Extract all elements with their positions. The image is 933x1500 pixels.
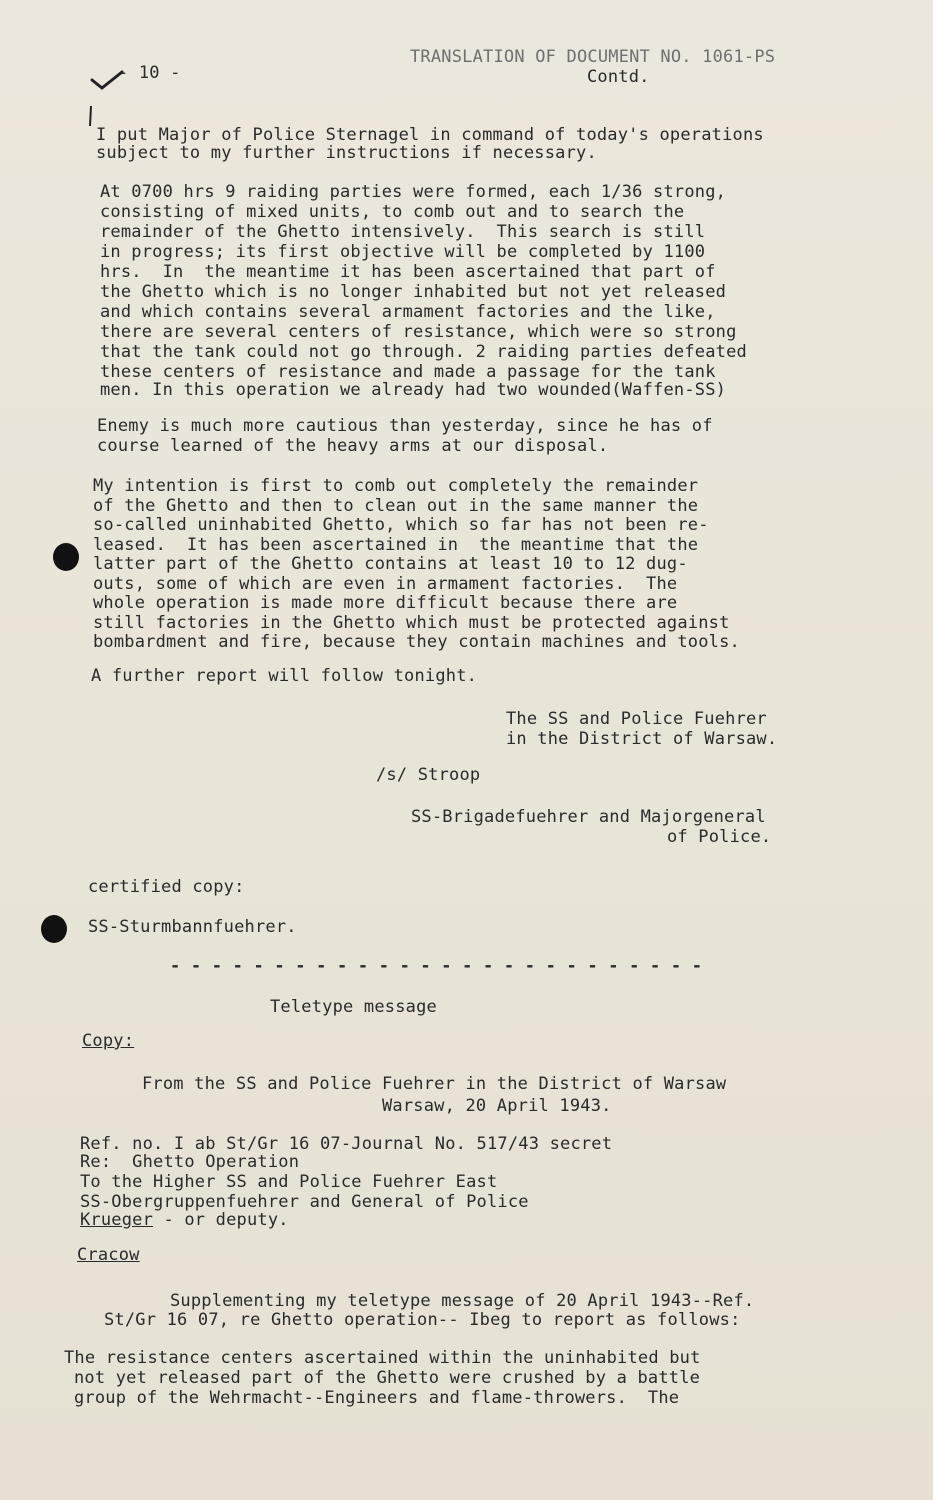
text-line: bombardment and fire, because they contain machines and tools. [93, 632, 740, 652]
from-line-2: Warsaw, 20 April 1943. [382, 1096, 612, 1116]
ref-line: SS-Obergruppenfuehrer and General of Police [80, 1192, 529, 1212]
text-line: there are several centers of resistance, which were so strong [100, 322, 737, 342]
signed-name: /s/ Stroop [376, 765, 481, 785]
from-line-1: From the SS and Police Fuehrer in the District of Warsaw [142, 1074, 727, 1094]
text-line: men. In this operation we already had two wounded(Waffen-SS) [100, 380, 727, 400]
deputy-text: - or deputy. [153, 1210, 289, 1230]
punch-hole-bottom [41, 915, 67, 943]
text-line: of the Ghetto and then to clean out in the same manner the [93, 496, 699, 516]
text-line: these centers of resistance and made a passage for the tank [100, 362, 716, 382]
supplement-line-2: St/Gr 16 07, re Ghetto operation-- Ibeg to report as follows: [104, 1310, 741, 1330]
signature-line-1: The SS and Police Fuehrer [506, 709, 767, 729]
text-line: remainder of the Ghetto intensively. This search is still [100, 222, 706, 242]
supplement-line-1: Supplementing my teletype message of 20 April 1943--Ref. [170, 1291, 755, 1311]
page-number: - 10 - [118, 63, 181, 83]
text-line: Enemy is much more cautious than yesterday, since he has of [97, 416, 713, 436]
copy-label: Copy: [82, 1031, 135, 1051]
text-line: latter part of the Ghetto contains at least 10 to 12 dug- [93, 554, 688, 574]
text-line: hrs. In the meantime it has been ascertained that part of [100, 262, 716, 282]
contd-label: Contd. [587, 67, 650, 87]
text-line: subject to my further instructions if necessary. [96, 143, 597, 163]
text-line: leased. It has been ascertained in the meantime that the [93, 535, 699, 555]
text-line: course learned of the heavy arms at our disposal. [97, 436, 609, 456]
text-line: At 0700 hrs 9 raiding parties were formed, each 1/36 strong, [100, 182, 727, 202]
ref-line-krueger [80, 1211, 289, 1230]
text-line: not yet released part of the Ghetto were crushed by a battle [74, 1368, 701, 1388]
text-line: group of the Wehrmacht--Engineers and flame-throwers. The [74, 1388, 680, 1408]
text-line: consisting of mixed units, to comb out and to search the [100, 202, 685, 222]
text-line: in progress; its first objective will be completed by 1100 [100, 242, 706, 262]
ref-line: Ref. no. I ab St/Gr 16 07-Journal No. 517/43 secret [80, 1134, 613, 1154]
ref-line: Re: Ghetto Operation [80, 1152, 300, 1172]
krueger-name: Krueger [80, 1210, 154, 1230]
rank-line-2: of Police. [667, 827, 772, 847]
text-line: and which contains several armament factories and the like, [100, 302, 716, 322]
text-line: My intention is first to comb out completely the remainder [93, 476, 699, 496]
margin-tick-icon [86, 104, 96, 130]
cracow-label: Cracow [77, 1245, 140, 1265]
text-line: so-called uninhabited Ghetto, which so far has not been re- [93, 515, 709, 535]
certified-copy-label: certified copy: [88, 877, 245, 897]
punch-hole-top [53, 543, 79, 571]
text-line: The resistance centers ascertained within the uninhabited but [64, 1348, 701, 1368]
ref-line: To the Higher SS and Police Fuehrer East [80, 1172, 498, 1192]
text-line: still factories in the Ghetto which must be protected against [93, 613, 730, 633]
text-line: that the tank could not go through. 2 raiding parties defeated [100, 342, 747, 362]
text-line: I put Major of Police Sternagel in command of today's operations [96, 125, 764, 145]
teletype-heading: Teletype message [270, 997, 437, 1017]
certified-rank: SS-Sturmbannfuehrer. [88, 917, 297, 937]
section-divider: - - - - - - - - - - - - - - - - - - - - - - - - - - [170, 956, 703, 976]
text-line: outs, some of which are even in armament factories. The [93, 574, 678, 594]
paragraph-5: A further report will follow tonight. [91, 666, 478, 686]
document-title: TRANSLATION OF DOCUMENT NO. 1061-PS [410, 47, 776, 67]
text-line: the Ghetto which is no longer inhabited but not yet released [100, 282, 727, 302]
text-line: whole operation is made more difficult because there are [93, 593, 678, 613]
signature-line-2: in the District of Warsaw. [506, 729, 778, 749]
rank-line-1: SS-Brigadefuehrer and Majorgeneral [411, 807, 766, 827]
